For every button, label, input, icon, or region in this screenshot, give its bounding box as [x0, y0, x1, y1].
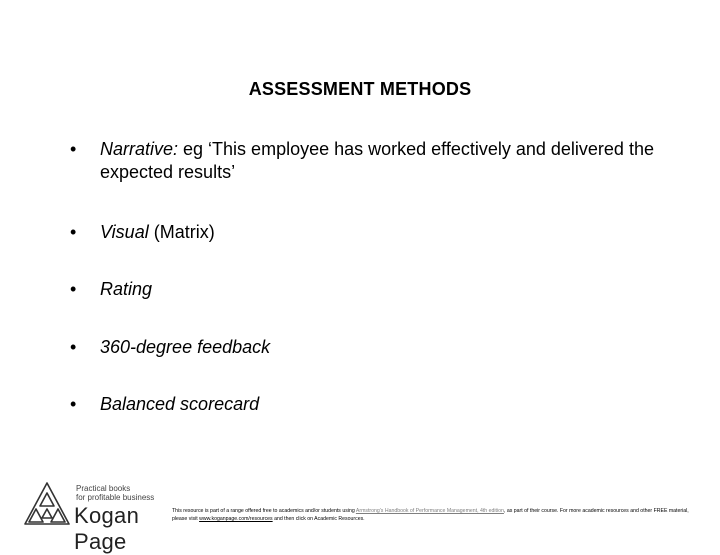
publisher-logo	[22, 478, 172, 554]
slide-title: ASSESSMENT METHODS	[248, 79, 472, 99]
bullet-marker: •	[70, 279, 77, 299]
logo-tagline-line1: Practical books	[76, 484, 131, 493]
bullet-item-narrative	[70, 138, 670, 184]
footer-note-text: and then click on Academic Resources.	[272, 516, 365, 522]
footer-note-text: This resource is part of a range offered free to academics and/or students using	[172, 508, 356, 514]
bullet-label: Balanced scorecard	[100, 394, 260, 414]
resources-url-link[interactable]: www.koganpage.com/resources	[199, 516, 273, 522]
bullet-marker: •	[70, 139, 77, 159]
bullet-item-visual	[70, 221, 670, 244]
bullet-label: Visual	[100, 222, 149, 242]
bullet-item-360-feedback	[70, 336, 670, 359]
bullet-marker: •	[70, 394, 77, 414]
bullet-item-rating	[70, 278, 670, 301]
bullet-label: Rating	[100, 279, 153, 299]
logo-brand-name: Kogan Page	[74, 503, 140, 554]
bullet-item-balanced-scorecard	[70, 393, 670, 416]
bullet-text: eg ‘This employee has worked effectively and delivered the expected results’	[100, 139, 654, 182]
book-title-link[interactable]: Armstrong's Handbook of Performance Management, 4th edition	[355, 508, 504, 514]
footer-note	[172, 507, 692, 523]
logo-tagline-line2: for profitable business	[76, 493, 155, 502]
bullet-marker: •	[70, 222, 77, 242]
bullet-label: Narrative:	[100, 139, 179, 159]
kogan-page-triangle-logo-icon	[22, 480, 72, 532]
bullet-text: (Matrix)	[148, 222, 215, 242]
footer-note-text: , as part of their course. For more academic resources and other FREE material, please visit	[172, 508, 689, 522]
bullet-label: 360-degree feedback	[100, 337, 271, 357]
bullet-marker: •	[70, 337, 77, 357]
